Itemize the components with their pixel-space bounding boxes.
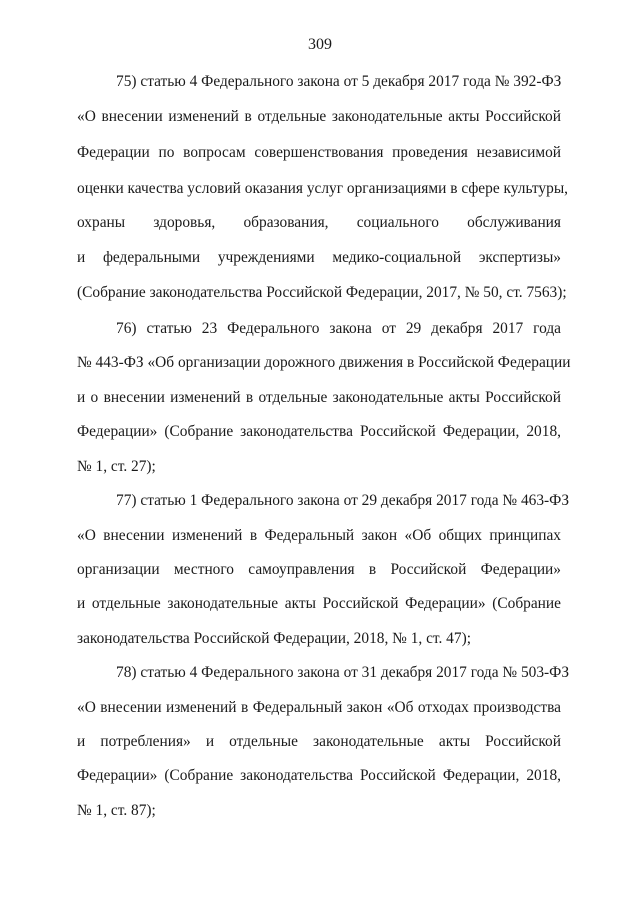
paragraph-75-line-7: (Собрание законодательства Российской Федерации, 2017, № 50, ст. 7563);: [77, 284, 567, 301]
paragraph-77-line-3: организации местного самоуправления в Российской Федерации»: [77, 561, 561, 578]
paragraph-75-line-6: и федеральными учреждениями медико-социальной экспертизы»: [77, 249, 561, 266]
paragraph-77-line-2: «О внесении изменений в Федеральный закон «Об общих принципах: [77, 527, 561, 544]
paragraph-76-line-1: 76) статью 23 Федерального закона от 29 декабря 2017 года: [116, 320, 561, 337]
paragraph-76-line-4: Федерации» (Собрание законодательства Российской Федерации, 2018,: [77, 423, 561, 440]
paragraph-76-line-2: № 443-ФЗ «Об организации дорожного движения в Российской Федерации: [77, 354, 571, 371]
paragraph-78-line-4: Федерации» (Собрание законодательства Российской Федерации, 2018,: [77, 767, 561, 784]
paragraph-75-line-2: «О внесении изменений в отдельные законодательные акты Российской: [77, 108, 561, 125]
paragraph-77-line-1: 77) статью 1 Федерального закона от 29 декабря 2017 года № 463-ФЗ: [116, 492, 570, 509]
paragraph-77-line-5: законодательства Российской Федерации, 2018, № 1, ст. 47);: [77, 630, 471, 647]
paragraph-78-line-1: 78) статью 4 Федерального закона от 31 декабря 2017 года № 503-ФЗ: [116, 664, 570, 681]
paragraph-75-line-3: Федерации по вопросам совершенствования проведения независимой: [77, 144, 561, 161]
paragraph-78-line-3: и потребления» и отдельные законодательные акты Российской: [77, 733, 561, 750]
paragraph-75-line-5: охраны здоровья, образования, социального обслуживания: [77, 214, 561, 231]
paragraph-78-line-2: «О внесении изменений в Федеральный закон «Об отходах производства: [77, 699, 561, 716]
page-number: 309: [308, 36, 332, 53]
paragraph-76-line-5: № 1, ст. 27);: [77, 458, 156, 475]
paragraph-77-line-4: и отдельные законодательные акты Российской Федерации» (Собрание: [77, 595, 561, 612]
paragraph-76-line-3: и о внесении изменений в отдельные законодательные акты Российской: [77, 389, 561, 406]
paragraph-75-line-1: 75) статью 4 Федерального закона от 5 декабря 2017 года № 392-ФЗ: [116, 73, 562, 90]
paragraph-78-line-5: № 1, ст. 87);: [77, 802, 156, 819]
paragraph-75-line-4: оценки качества условий оказания услуг организациями в сфере культуры,: [77, 180, 569, 197]
